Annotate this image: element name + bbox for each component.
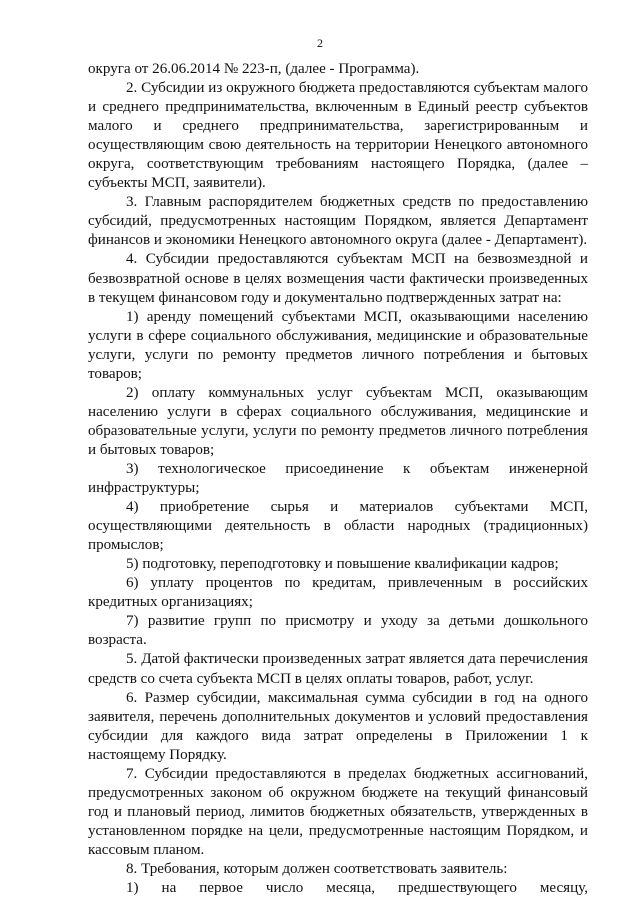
paragraph: 3) технологическое присоединение к объектам инженерной инфраструктуры; (88, 460, 588, 497)
paragraph: 4. Субсидии предоставляются субъектам МСП на безвозмездной и безвозвратной основе в целях возмещения части фактически произведенных в текущем финансовом году и документально подтвержденных затрат на: (88, 251, 588, 306)
paragraph: округа от 26.06.2014 № 223-п, (далее - Программа). (88, 61, 420, 77)
paragraph: 5) подготовку, переподготовку и повышение квалификации кадров; (126, 556, 559, 573)
paragraph: 2. Субсидии из окружного бюджета предоставляются субъектам малого и среднего предпринимательства, включенным в Единый реестр субъектов малого и среднего предпринимательства, зарегистрированным и осуществляющим свою деятельность на территории Ненецкого автономного округа, соответствующим требованиям настоящего Порядка, (далее – субъекты МСП, заявители). (88, 80, 588, 192)
paragraph: 8. Требования, которым должен соответствовать заявитель: (126, 860, 508, 877)
paragraph: 2) оплату коммунальных услуг субъектам МСП, оказывающим населению услуги в сферах социального обслуживания, медицинские и образовательные услуги, услуги по ремонту предметов личного потребления и бытовых товаров; (88, 384, 588, 458)
paragraph: 1) на первое число месяца, предшествующего месяцу, (126, 880, 588, 897)
paragraph: 7. Субсидии предоставляются в пределах бюджетных ассигнований, предусмотренных законом об окружном бюджете на текущий финансовый год и плановый период, лимитов бюджетных обязательств, утвержденных в установленном порядке на цели, предусмотренные настоящим Порядком, и кассовым планом. (88, 765, 588, 858)
paragraph: 7) развитие групп по присмотру и уходу за детьми дошкольного возраста. (88, 613, 588, 649)
paragraph: 4) приобретение сырья и материалов субъектами МСП, осуществляющими деятельность в области народных (традиционных) промыслов; (88, 499, 588, 554)
paragraph: 6. Размер субсидии, максимальная сумма субсидии в год на одного заявителя, перечень дополнительных документов и условий предоставления субсидии для каждого вида затрат определены в Приложении 1 к настоящему Порядку. (88, 689, 588, 763)
document-body (88, 60, 588, 898)
paragraph: 3. Главным распорядителем бюджетных средств по предоставлению субсидий, предусмотренных настоящим Порядком, является Департамент финансов и экономики Ненецкого автономного округа (далее - Департамент). (88, 194, 588, 249)
paragraph: 6) уплату процентов по кредитам, привлеченным в российских кредитных организациях; (88, 575, 588, 611)
page-number: 2 (317, 36, 323, 50)
paragraph: 5. Датой фактически произведенных затрат является дата перечисления средств со счета субъекта МСП в целях оплаты товаров, работ, услуг. (88, 651, 588, 687)
paragraph: 1) аренду помещений субъектами МСП, оказывающими населению услуги в сфере социального обслуживания, медицинские и образовательные услуги, услуги по ремонту предметов личного потребления и бытовых товаров; (88, 308, 588, 382)
